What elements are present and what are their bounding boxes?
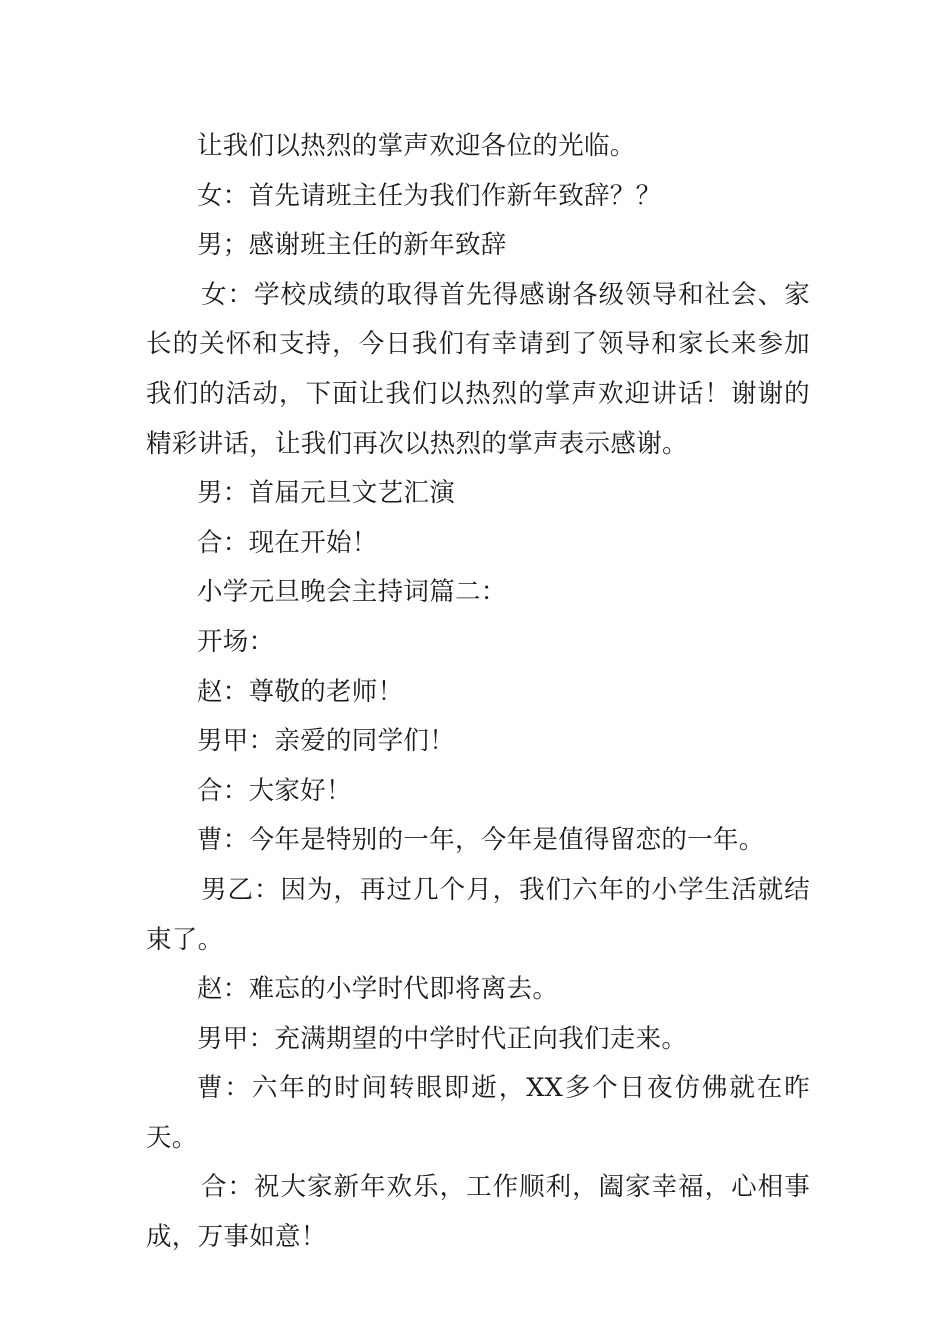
paragraph: 女：首先请班主任为我们作新年致辞？？ xyxy=(197,180,662,211)
paragraph: 男甲：亲爱的同学们！ xyxy=(197,726,456,757)
paragraph: 合：大家好！ xyxy=(197,775,352,806)
paragraph: 女：学校成绩的取得首先得感谢各级领导和社会、家长的关怀和支持，今日我们有幸请到了领导和家长来参加我们的活动，下面让我们以热烈的掌声欢迎讲话！谢谢的精彩讲话，让我们再次以热烈的掌声表示感谢。 xyxy=(146,279,810,459)
paragraph: 合：祝大家新年欢乐，工作顺利，阖家幸福，心相事成，万事如意！ xyxy=(146,1172,810,1253)
paragraph: 曹：今年是特别的一年，今年是值得留恋的一年。 xyxy=(197,825,765,856)
paragraph: 让我们以热烈的掌声欢迎各位的光临。 xyxy=(197,131,636,161)
paragraph: 赵：尊敬的老师！ xyxy=(197,676,404,707)
paragraph: 合：现在开始！ xyxy=(197,527,378,558)
paragraph: 男甲：充满期望的中学时代正向我们走来。 xyxy=(197,1023,688,1054)
document-body xyxy=(146,122,810,1263)
paragraph: 男乙：因为，再过几个月，我们六年的小学生活就结束了。 xyxy=(146,874,810,955)
paragraph: 开场： xyxy=(197,626,275,657)
paragraph: 曹：六年的时间转眼即逝，XX多个日夜仿佛就在昨天。 xyxy=(146,1073,810,1153)
section-heading: 小学元旦晚会主持词篇二： xyxy=(197,577,507,608)
paragraph: 赵：难忘的小学时代即将离去。 xyxy=(197,974,559,1005)
paragraph: 男：首届元旦文艺汇演 xyxy=(197,478,456,509)
paragraph: 男；感谢班主任的新年致辞 xyxy=(197,230,507,261)
